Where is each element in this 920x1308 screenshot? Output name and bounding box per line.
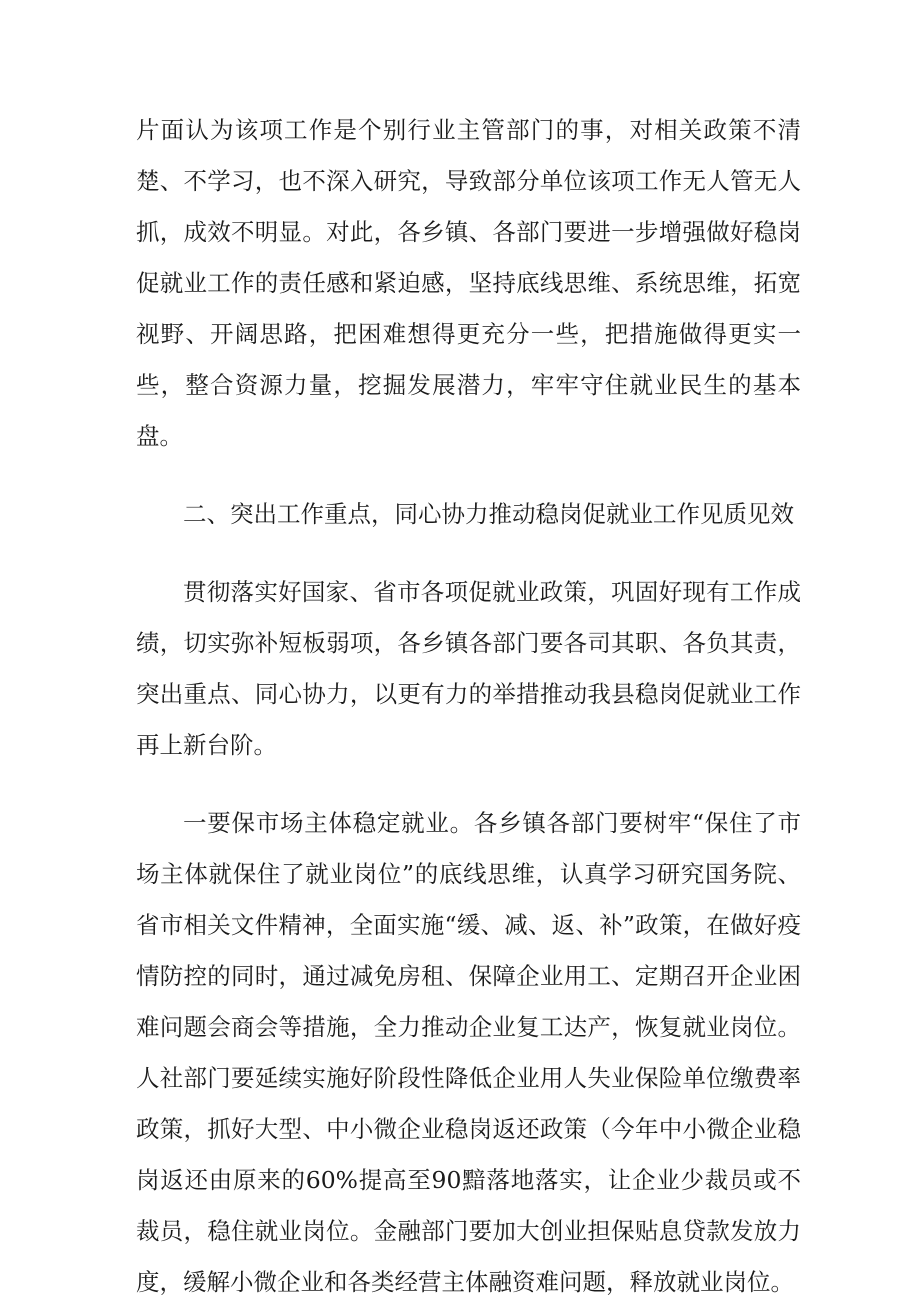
paragraph-point-one: 一要保市场主体稳定就业。各乡镇各部门要树牢“保住了市场主体就保住了就业岗位”的底线思维，认真学习研究国务院、省市相关文件精神，全面实施“缓、减、返、补”政策，在做好疫情防控的同时，通过减免房租、保障企业用工、定期召开企业困难问题会商会等措施，全力推动企业复工达产，恢复就业岗位。人社部门要延续实施好阶段性降低企业用人失业保险单位缴费率政策，抓好大型、中小微企业稳岗返还政策（今年中小微企业稳岗返还由原来的60%提高至90黯落地落实，让企业少裁员或不裁员，稳住就业岗位。金融部门要加大创业担保贴息贷款发放力度，缓解小微企业和各类经营主体融资难问题，释放就业岗位。 [136, 809, 801, 1296]
paragraph-continuation: 片面认为该项工作是个别行业主管部门的事，对相关政策不清楚、不学习，也不深入研究，导致部分单位该项工作无人管无人抓，成效不明显。对此，各乡镇、各部门要进一步增强做好稳岗促就业工作的责任感和紧迫感，坚持底线思维、系统思维，拓宽视野、开阔思路，把困难想得更充分一些，把措施做得更实一些，整合资源力量，挖掘发展潜力，牢牢守住就业民生的基本盘。 [136, 116, 801, 450]
document-body [136, 105, 801, 1308]
paragraph-intro: 贯彻落实好国家、省市各项促就业政策，巩固好现有工作成绩，切实弥补短板弱项，各乡镇各部门要各司其职、各负其责，突出重点、同心协力，以更有力的举措推动我县稳岗促就业工作再上新台阶。 [136, 578, 801, 759]
section-heading: 二、突出工作重点，同心协力推动稳岗促就业工作见质见效 [183, 500, 794, 528]
